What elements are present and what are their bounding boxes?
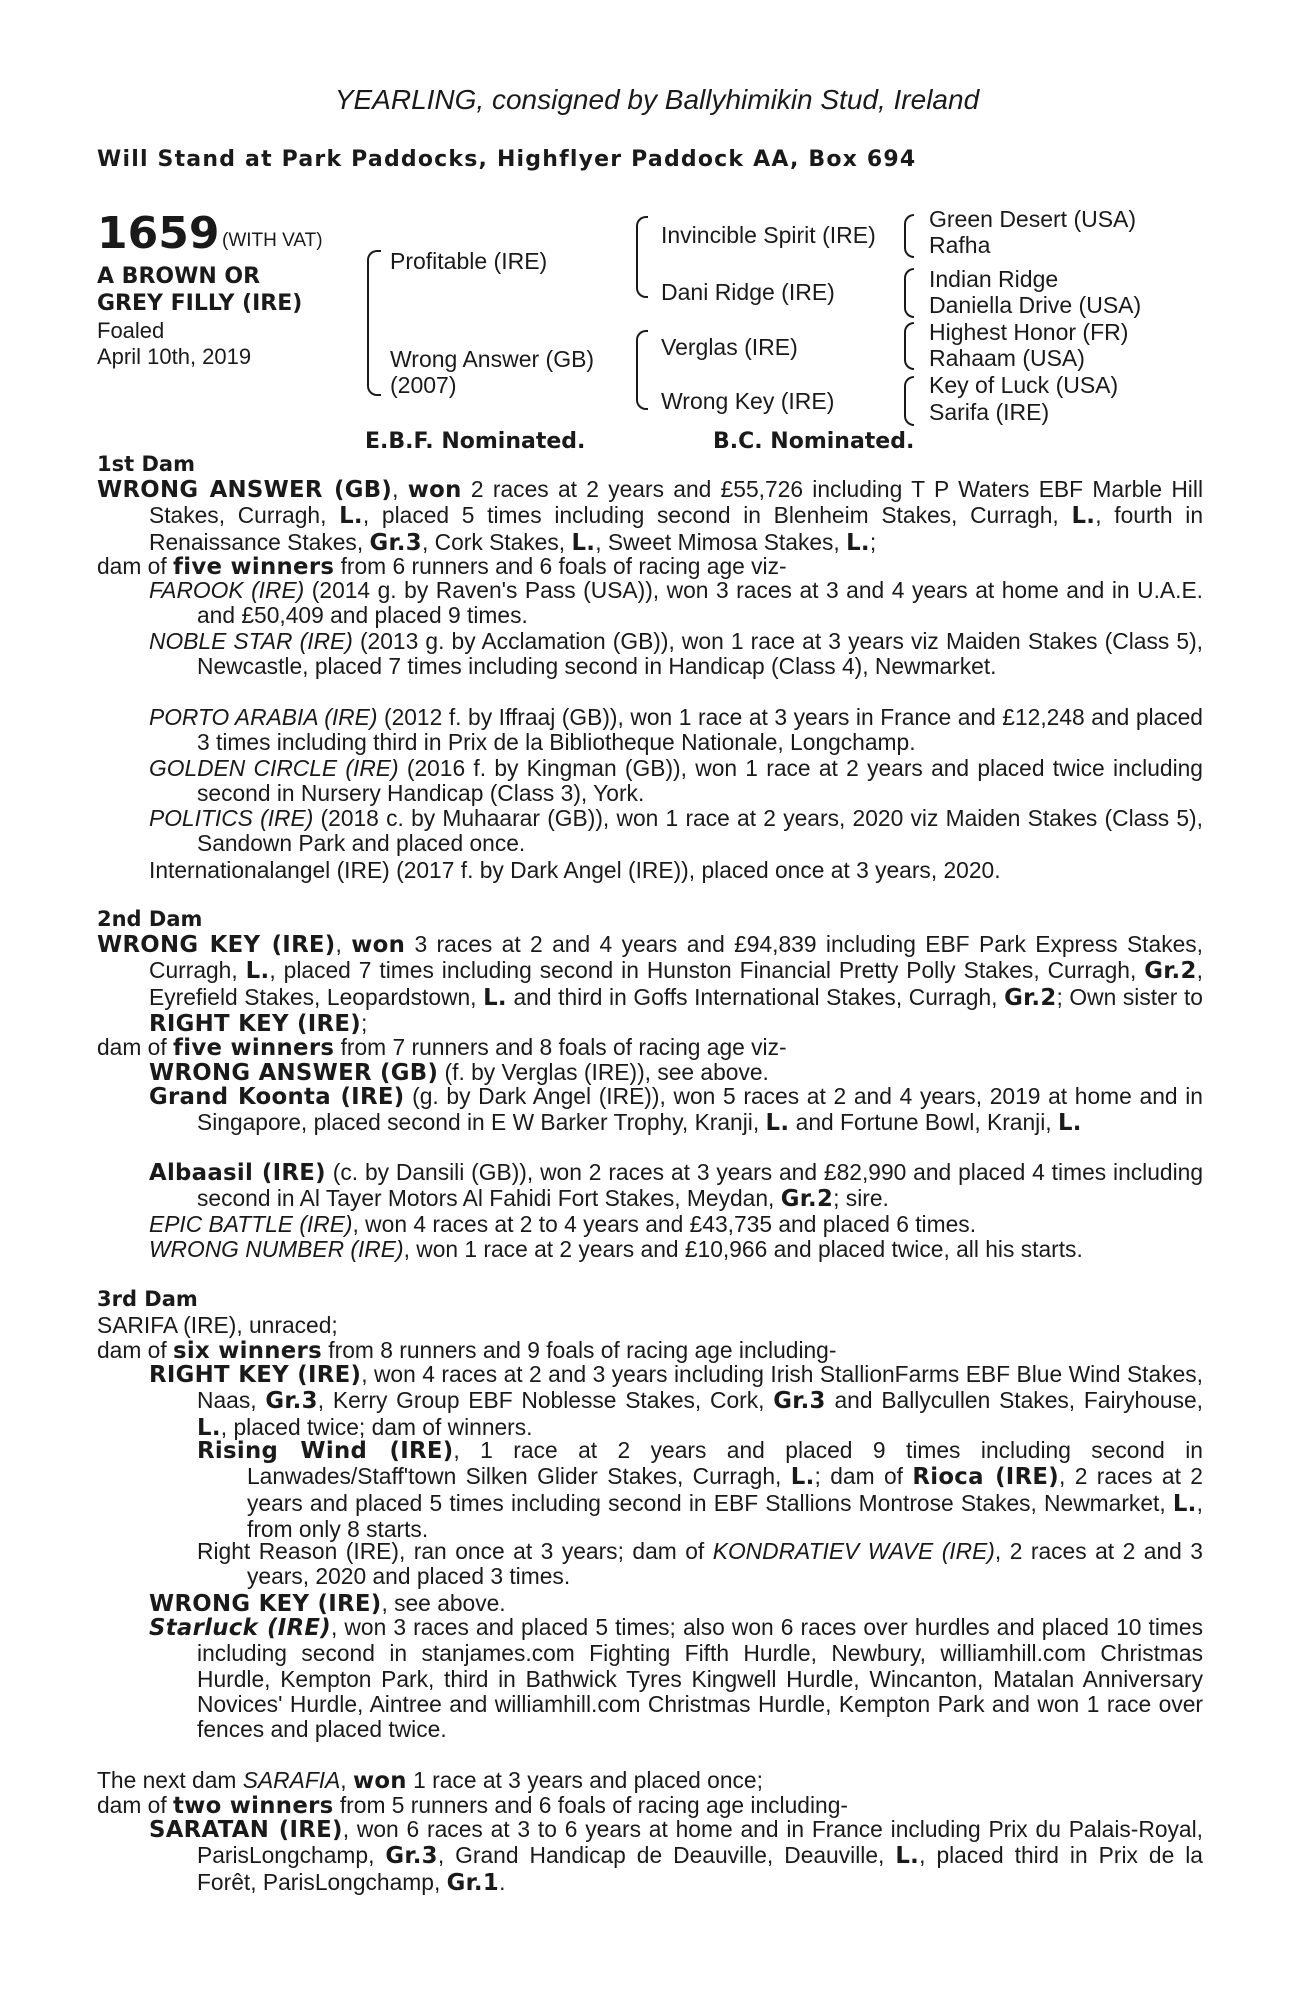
pedigree-ssd: Rafha bbox=[929, 232, 991, 258]
pedigree-sire-dam: Dani Ridge (IRE) bbox=[661, 279, 835, 305]
stand-location: Will Stand at Park Paddocks, Highflyer Paddock AA, Box 694 bbox=[97, 147, 917, 172]
pedigree-dam-sire: Verglas (IRE) bbox=[661, 334, 798, 360]
progeny-noble-star: NOBLE STAR (IRE) (2013 g. by Acclamation (GB)), won 1 race at 3 years viz Maiden Stakes (Class 5), Newcastle, placed 7 times including second in Handicap (Class 4), Newmarket. bbox=[149, 628, 1203, 680]
horse-description-line2: GREY FILLY (IRE) bbox=[97, 291, 303, 316]
pedigree-brace-ds bbox=[904, 322, 914, 370]
progeny-right-reason: Right Reason (IRE), ran once at 3 years; dam of KONDRATIEV WAVE (IRE), 2 races at 2 and 3 years, 2020 and placed 3 times. bbox=[197, 1538, 1203, 1590]
pedigree-brace-dam bbox=[636, 330, 648, 410]
pedigree-dam-dam: Wrong Key (IRE) bbox=[661, 388, 835, 414]
pedigree-dsd: Rahaam (USA) bbox=[929, 345, 1085, 371]
progeny-porto-arabia: PORTO ARABIA (IRE) (2012 f. by Iffraaj (GB)), won 1 race at 3 years in France and £12,248 and placed 3 times including third in Prix de la Bibliotheque Nationale, Longchamp. bbox=[149, 704, 1203, 756]
third-dam-produce-intro: dam of six winners from 8 runners and 9 foals of racing age including- bbox=[97, 1337, 837, 1364]
progeny-albaasil: Albaasil (IRE) (c. by Dansili (GB)), won 2 races at 3 years and £82,990 and placed 4 times including second in Al Tayer Motors Al Fahidi Fort Stakes, Meydan, Gr.2; sire. bbox=[149, 1159, 1204, 1213]
pedigree-brace-ss bbox=[904, 214, 914, 258]
second-dam-record: WRONG KEY (IRE), won 3 races at 2 and 4 years and £94,839 including EBF Park Express Stakes, Curragh, L., placed 7 times including second in Hunston Financial Pretty Polly Stakes, Curragh, Gr.2, Eyrefield Stakes, Leopardstown, L. and third in Goffs International Stakes, Curragh, Gr.2; Own sister to RIGHT KEY (IRE); bbox=[97, 931, 1203, 1037]
progeny-starluck: Starluck (IRE), won 3 races and placed 5 times; also won 6 races over hurdles and placed 10 times including second in stanjames.com Fighting Fifth Hurdle, Newbury, williamhill.com Christmas Hurdle, Kempton Park, third in Bathwick Tyres Kingwell Hurdle, Wincanton, Matalan Anniversary Novices' Hurdle, Aintree and williamhill.com Christmas Hurdle, Kempton Park and won 1 race over fences and placed twice. bbox=[149, 1614, 1203, 1743]
pedigree-brace-sd bbox=[904, 268, 914, 318]
progeny-epic-battle: EPIC BATTLE (IRE), won 4 races at 2 to 4 years and £43,735 and placed 6 times. bbox=[149, 1211, 977, 1237]
progeny-wrong-key: WRONG KEY (IRE), see above. bbox=[149, 1590, 506, 1617]
ebf-nominated: E.B.F. Nominated. bbox=[365, 429, 586, 454]
vat-note: (WITH VAT) bbox=[222, 230, 323, 251]
progeny-grand-koonta: Grand Koonta (IRE) (g. by Dark Angel (IRE)), won 5 races at 2 and 4 years, 2019 at home and in Singapore, placed second in E W Barker Trophy, Kranji, L. and Fortune Bowl, Kranji, L. bbox=[149, 1083, 1203, 1137]
pedigree-brace-dd bbox=[904, 376, 914, 426]
progeny-wrong-answer: WRONG ANSWER (GB) (f. by Verglas (IRE)), see above. bbox=[149, 1059, 769, 1086]
section-3rd-dam: 3rd Dam bbox=[97, 1287, 198, 1311]
second-dam-produce-intro: dam of five winners from 7 runners and 8 foals of racing age viz- bbox=[97, 1034, 787, 1061]
progeny-wrong-number: WRONG NUMBER (IRE), won 1 race at 2 years and £10,966 and placed twice, all his starts. bbox=[149, 1236, 1083, 1262]
progeny-golden-circle: GOLDEN CIRCLE (IRE) (2016 f. by Kingman (GB)), won 1 race at 2 years and placed twice including second in Nursery Handicap (Class 3), York. bbox=[149, 755, 1203, 807]
section-2nd-dam: 2nd Dam bbox=[97, 907, 203, 931]
section-1st-dam: 1st Dam bbox=[97, 452, 195, 476]
pedigree-sds: Indian Ridge bbox=[929, 266, 1059, 292]
horse-description-line1: A BROWN OR bbox=[97, 264, 261, 289]
pedigree-dam-year: (2007) bbox=[390, 372, 457, 398]
progeny-farook: FAROOK (IRE) (2014 g. by Raven's Pass (USA)), won 3 races at 3 and 4 years at home and in U.A.E. and £50,409 and placed 9 times. bbox=[149, 577, 1203, 629]
first-dam-record: WRONG ANSWER (GB), won 2 races at 2 years and £55,726 including T P Waters EBF Marble Hill Stakes, Curragh, L., placed 5 times including second in Blenheim Stakes, Curragh, L., fourth in Renaissance Stakes, Gr.3, Cork Stakes, L., Sweet Mimosa Stakes, L.; bbox=[97, 476, 1204, 556]
lot-number: 1659 bbox=[97, 208, 220, 259]
pedigree-dss: Highest Honor (FR) bbox=[929, 319, 1129, 345]
pedigree-brace-sire bbox=[636, 216, 648, 298]
foaled-label: Foaled bbox=[97, 318, 165, 343]
pedigree-sdd: Daniella Drive (USA) bbox=[929, 292, 1142, 318]
pedigree-sire-sire: Invincible Spirit (IRE) bbox=[661, 222, 876, 248]
pedigree-sire: Profitable (IRE) bbox=[390, 248, 548, 274]
progeny-right-key: RIGHT KEY (IRE), won 4 races at 2 and 3 years including Irish StallionFarms EBF Blue Wind Stakes, Naas, Gr.3, Kerry Group EBF Noblesse Stakes, Cork, Gr.3 and Ballycullen Stakes, Fairyhouse, L., placed twice; dam of winners. bbox=[149, 1361, 1203, 1441]
pedigree-dam: Wrong Answer (GB) bbox=[390, 346, 595, 372]
foaled-date: April 10th, 2019 bbox=[97, 344, 252, 369]
pedigree-dds: Key of Luck (USA) bbox=[929, 372, 1119, 398]
pedigree-sss: Green Desert (USA) bbox=[929, 206, 1137, 232]
pedigree-ddd: Sarifa (IRE) bbox=[929, 399, 1050, 425]
bc-nominated: B.C. Nominated. bbox=[713, 429, 915, 454]
first-dam-produce-intro: dam of five winners from 6 runners and 6 foals of racing age viz- bbox=[97, 553, 787, 580]
progeny-politics: POLITICS (IRE) (2018 c. by Muhaarar (GB)), won 1 race at 2 years, 2020 viz Maiden Stakes (Class 5), Sandown Park and placed once. bbox=[149, 805, 1203, 857]
third-dam-record: SARIFA (IRE), unraced; bbox=[97, 1312, 338, 1338]
sale-header: YEARLING, consigned by Ballyhimikin Stud, Ireland bbox=[334, 84, 980, 115]
progeny-saratan: SARATAN (IRE), won 6 races at 3 to 6 years at home and in France including Prix du Palais-Royal, ParisLongchamp, Gr.3, Grand Handicap de Deauville, Deauville, L., placed third in Prix de la Forêt, ParisLongchamp, Gr.1. bbox=[149, 1816, 1203, 1896]
progeny-rising-wind: Rising Wind (IRE), 1 race at 2 years and placed 9 times including second in Lanwades/Staff'town Silken Glider Stakes, Curragh, L.; dam of Rioca (IRE), 2 races at 2 years and placed 5 times including second in EBF Stallions Montrose Stakes, Newmarket, L., from only 8 starts. bbox=[197, 1437, 1203, 1542]
next-dam-produce-intro: dam of two winners from 5 runners and 6 foals of racing age including- bbox=[97, 1792, 848, 1819]
progeny-internationalangel: Internationalangel (IRE) (2017 f. by Dark Angel (IRE)), placed once at 3 years, 2020. bbox=[149, 857, 1001, 883]
pedigree-brace-gen1 bbox=[367, 250, 381, 396]
next-dam-record: The next dam SARAFIA, won 1 race at 3 years and placed once; bbox=[97, 1767, 763, 1794]
